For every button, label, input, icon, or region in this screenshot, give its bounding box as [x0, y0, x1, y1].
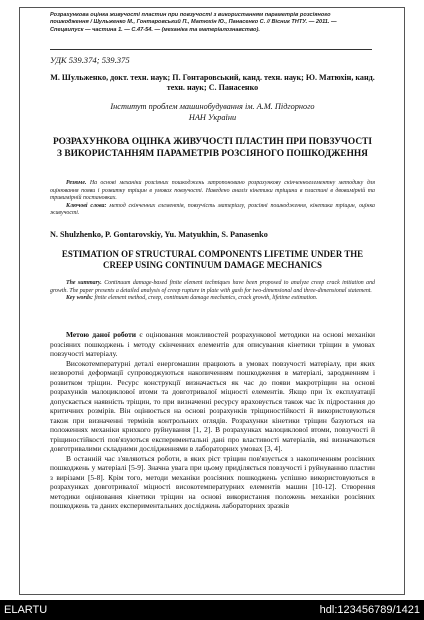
udk-code: УДК 539.374; 539.375	[50, 55, 130, 65]
authors-en: N. Shulzhenko, P. Gontarovskiy, Yu. Matyukhin, S. Panasenko	[50, 230, 268, 239]
repository-name: ELARTU	[4, 604, 48, 616]
abstract-uk-text: На основі механіки розсіяних пошкоджень запропоновано розрахункову скінченноелементну методику для оцінювання появи і розвитку тріщин в умовах повзучості. Наведено аналіз кінетики тріщини в пластині в двовимірній та тривимірній постановках.	[50, 180, 375, 202]
authors-uk: М. Шульженко, докт. техн. наук; П. Гонтаровський, канд. техн. наук; Ю. Матюхін, канд. техн. наук; С. Панасенко	[50, 73, 375, 93]
title-en: ESTIMATION OF STRUCTURAL COMPONENTS LIFETIME UNDER THE CREEP USING CONTINUUM DAMAGE MECHANICS	[61, 249, 364, 271]
body-paragraph-1	[50, 330, 375, 359]
body-text	[50, 330, 375, 511]
keywords-uk-text: метод скінченних елементів, повзучість матеріалу, розсіяні пошкодження, кінетика тріщин, оцінка живучості.	[50, 202, 375, 217]
abstract-en	[50, 280, 375, 303]
title-uk: РОЗРАХУНКОВА ОЦІНКА ЖИВУЧОСТІ ПЛАСТИН ПРИ ПОВЗУЧОСТІ З ВИКОРИСТАННЯМ ПАРАМЕТРІВ РОЗСІЯНОГО ПОШКОДЖЕННЯ	[52, 137, 373, 159]
body-paragraph-3: В останній час з'являються роботи, в яких ріст тріщин пов'язується з накопиченням розсіяних пошкоджень у матеріалі [5-9]. Значна увага при цьому приділяється повзучості і руйнуванню пластин з вирізами [5-8]. Крім того, методи механіки розсіяних пошкоджень успішно використовуються в розрахунках довготривалої міцності високотемпературних елементів машин [10-12]. Створення методики оцінювання кінетики тріщин на основі використання положень механіки розсіяних пошкоджень та даних експериментальних досліджень лабораторних зразків	[50, 453, 375, 510]
abstract-en-label: The summary.	[66, 280, 102, 286]
header-rule	[50, 49, 372, 50]
body-paragraph-2: Високотемпературні деталі енергомашин працюють в умовах повзучості матеріалу, при яких незворотні деформації супроводжуються накопиченням пошкодження в матеріалі, зародженням і розвитком тріщин. Ресурс конструкції визначається як час до появи макротріщин на основі розрахунків малоциклової втоми та довготривалої міцності елементів. Якщо при їх експлуатації допускається наявність тріщин, то при визначенні ресурсу враховується також час їх підростання до критичних розмірів. Він оцінюється на основі розрахунків тріщиностійкості й використовуються також при визначенні термінів контрольних оглядів. Розрахунки кінетики тріщин базуються на положеннях механіки крихкого руйнування [1, 2]. В розрахунках малоциклової втоми, повзучості й тріщиностійкості пов'язуються експериментальні дані про властивості матеріалів, які визначаються довготривалими складними дослідженнями в лабораторних умовах [3, 4].	[50, 358, 375, 453]
keywords-en-label: Key words:	[66, 295, 93, 302]
institute-line-2: НАН України	[188, 112, 237, 122]
running-header-citation: Розрахункова оцінка живучості пластин при повзучості з використанням параметрів розсіяного пошкодження / Шульженко М., Гонтаровський П., Матюхін Ю., Панасенко С. // Вісник ТНТУ. — 2011. — Спецвипуск — частина 1. — С.47-54. — (механіка та матеріалознавство).	[50, 12, 337, 33]
viewer-footer-bar	[0, 600, 424, 620]
abstract-en-text: Continuum damage-based finite element techniques have been proposed to analyze creep crack initiation and growth. The paper presents a detailed analysis of creep rupture in plate with gash for two-dimensional and three-dimensional statement.	[50, 280, 375, 294]
institute-line-1: Інститут проблем машинобудування ім. А.М. Підгорного	[110, 102, 315, 111]
abstract-uk	[50, 180, 375, 218]
aim-lead: Метою даної роботи	[66, 330, 136, 339]
abstract-uk-label: Резюме.	[66, 180, 87, 186]
keywords-uk-label: Ключові слова:	[66, 202, 107, 209]
aim-rest: є оцінювання можливостей розрахункової методики на основі механіки розсіяних пошкоджень і методу скінченних елементів для описування кінетики тріщин в умовах повзучості матеріалу.	[50, 330, 376, 358]
handle-id: hdl:123456789/1421	[319, 604, 420, 616]
keywords-en-text: finite element method, creep, continuum damage mechanics, crack growth, lifetime estimation.	[94, 295, 318, 302]
institute	[50, 102, 375, 123]
